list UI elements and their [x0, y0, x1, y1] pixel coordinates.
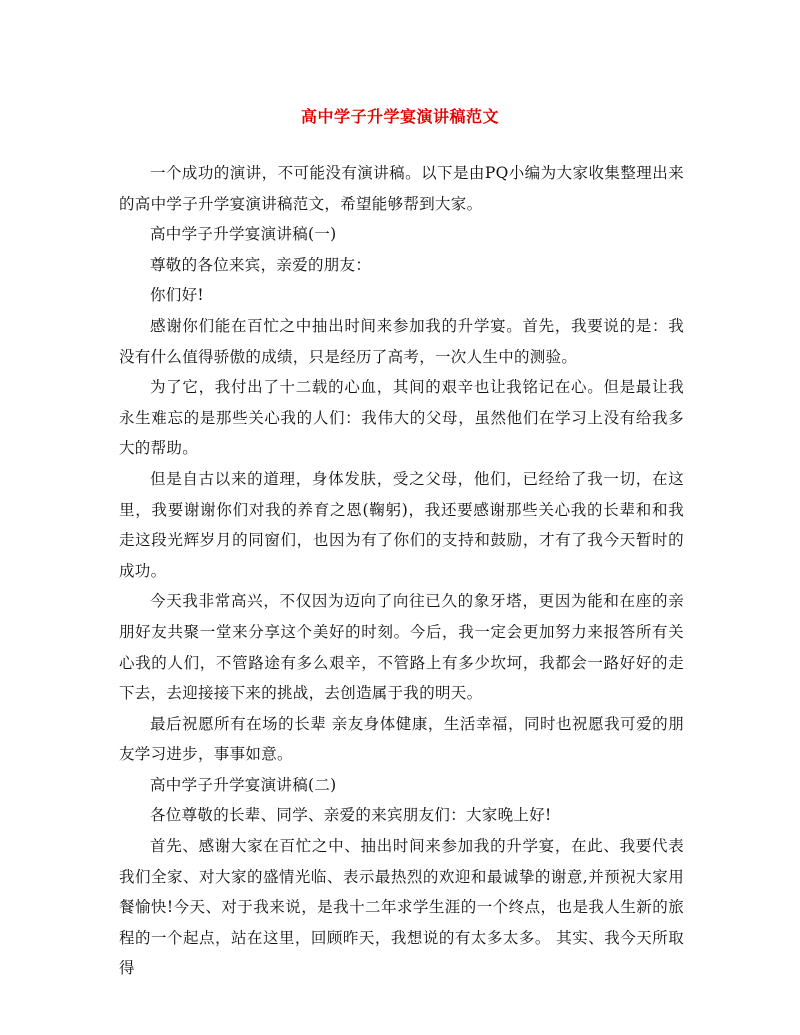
paragraph-greeting: 各位尊敬的长辈、同学、亲爱的来宾朋友们：大家晚上好!: [150, 806, 552, 825]
paragraph-intro: 一个成功的演讲，不可能没有演讲稿。以下是由PQ小编为大家收集整理出来的高中学子升学宴演讲稿范文，希望能够帮到大家。: [119, 164, 684, 213]
section-heading-1: 高中学子升学宴演讲稿(一): [150, 225, 337, 244]
paragraph: 为了它，我付出了十二载的心血，其间的艰辛也让我铭记在心。但是最让我永生难忘的是那些关心我的人们：我伟大的父母，虽然他们在学习上没有给我多大的帮助。: [119, 378, 684, 458]
paragraph: 首先、感谢大家在百忙之中、抽出时间来参加我的升学宴，在此、我要代表我们全家、对大家的盛情光临、表示最热烈的欢迎和最诚挚的谢意,并预祝大家用餐愉快!今天、对于我来说，是我十二年求学生涯的一个终点，也是我人生新的旅程的一个起点，站在这里，回顾昨天，我想说的有太多太多。 其实、我今天所取得: [119, 837, 684, 978]
paragraph-hello: 你们好!: [150, 286, 204, 305]
paragraph: 最后祝愿所有在场的长辈 亲友身体健康，生活幸福，同时也祝愿我可爱的朋友学习进步，事事如意。: [119, 714, 684, 764]
document-body: [119, 158, 684, 984]
paragraph: 感谢你们能在百忙之中抽出时间来参加我的升学宴。首先，我要说的是：我没有什么值得骄傲的成绩，只是经历了高考，一次人生中的测验。: [119, 316, 684, 366]
section-heading-2: 高中学子升学宴演讲稿(二): [150, 775, 337, 794]
paragraph-greeting: 尊敬的各位来宾，亲爱的朋友：: [150, 255, 372, 274]
document-title: 高中学子升学宴演讲稿范文: [300, 107, 499, 126]
paragraph: 今天我非常高兴，不仅因为迈向了向往已久的象牙塔，更因为能和在座的亲朋好友共聚一堂来分享这个美好的时刻。今后，我一定会更加努力来报答所有关心我的人们，不管路途有多么艰辛，不管路上有多少坎坷，我都会一路好好的走下去，去迎接接下来的挑战，去创造属于我的明天。: [119, 592, 684, 703]
paragraph: 但是自古以来的道理，身体发肤，受之父母，他们，已经给了我一切，在这里，我要谢谢你们对我的养育之恩(鞠躬)，我还要感谢那些关心我的长辈和和我走这段光辉岁月的同窗们，也因为有了你们的支持和鼓励，才有了我今天暂时的成功。: [119, 469, 684, 580]
